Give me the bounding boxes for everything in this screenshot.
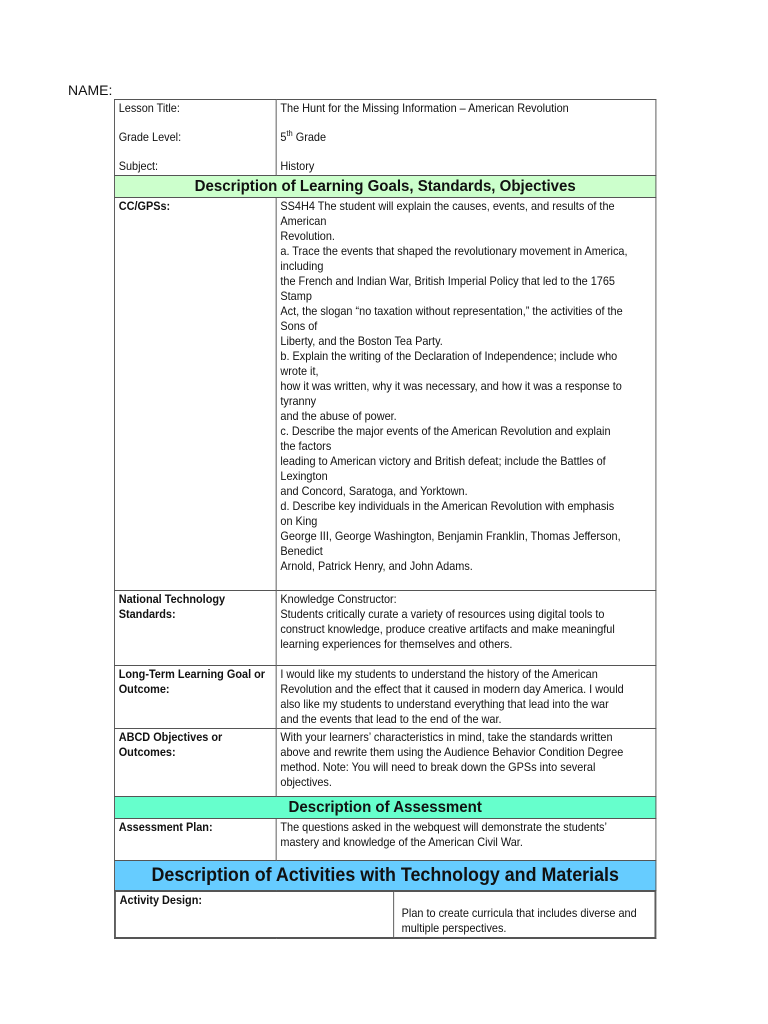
section-header-goals: Description of Learning Goals, Standards, Objectives — [114, 176, 655, 198]
text-line: also like my students to understand everything that lead into the war — [280, 698, 609, 711]
grade-level-value: 5th Grade — [280, 129, 327, 144]
nts-label: National Technology Standards: — [114, 591, 276, 666]
longterm-text — [276, 666, 656, 729]
assessment-row — [114, 819, 655, 861]
text-line: American — [280, 215, 327, 228]
lesson-plan-table — [114, 99, 656, 939]
text-line: Liberty, and the Boston Tea Party. — [280, 335, 443, 348]
text-line: mastery and knowledge of the American Civil War. — [280, 836, 523, 849]
text-line: c. Describe the major events of the American Revolution and explain — [280, 425, 611, 438]
lesson-info-row — [114, 100, 655, 176]
text-line: a. Trace the events that shaped the revolutionary movement in America, — [280, 245, 628, 258]
text-line: SS4H4 The student will explain the causes, events, and results of the — [280, 200, 615, 213]
lesson-info-labels — [114, 100, 276, 176]
text-line: leading to American victory and British defeat; include the Battles of — [280, 455, 606, 468]
text-line: above and rewrite them using the Audience Behavior Condition Degree — [280, 746, 624, 759]
assessment-label: Assessment Plan: — [114, 819, 276, 861]
text-line: wrote it, — [280, 365, 319, 378]
text-line: d. Describe key individuals in the American Revolution with emphasis — [280, 500, 615, 513]
text-line: how it was written, why it was necessary, and how it was a response to — [280, 380, 622, 393]
text-line: Sons of — [280, 320, 318, 333]
text-line: objectives. — [280, 776, 332, 789]
text-line: Lexington — [280, 470, 328, 483]
section-header-activities: Description of Activities with Technology and Materials — [114, 861, 655, 891]
text-line: George III, George Washington, Benjamin Franklin, Thomas Jefferson, — [280, 530, 621, 543]
text-line: The questions asked in the webquest will demonstrate the students’ — [280, 821, 607, 834]
activity-label: Activity Design: — [115, 892, 393, 938]
text-line: including — [280, 260, 324, 273]
text-line: learning experiences for themselves and others. — [280, 638, 513, 651]
lesson-info-values — [276, 100, 656, 176]
activity-row — [114, 891, 655, 939]
text-line: Plan to create curricula that includes diverse and — [401, 907, 637, 920]
text-line: construct knowledge, produce creative artifacts and make meaningful — [280, 623, 615, 636]
longterm-row — [114, 666, 655, 729]
text-line: I would like my students to understand the history of the American — [280, 668, 598, 681]
activity-text — [394, 892, 655, 938]
grade-level-label: Grade Level: — [118, 131, 182, 144]
abcd-row — [114, 729, 655, 797]
text-line: b. Explain the writing of the Declaration of Independence; include who — [280, 350, 618, 363]
text-line: Knowledge Constructor: — [280, 593, 397, 606]
assessment-text — [276, 819, 656, 861]
ccgps-text — [276, 198, 656, 591]
abcd-label: ABCD Objectives or Outcomes: — [114, 729, 276, 797]
text-line: Revolution. — [280, 230, 335, 243]
text-line: Act, the slogan “no taxation without representation,” the activities of the — [280, 305, 623, 318]
text-line: Students critically curate a variety of resources using digital tools to — [280, 608, 605, 621]
subject-label: Subject: — [118, 160, 159, 173]
section-header-assessment: Description of Assessment — [114, 797, 655, 819]
abcd-text — [276, 729, 656, 797]
text-line: Benedict — [280, 545, 323, 558]
longterm-label: Long-Term Learning Goal or Outcome: — [114, 666, 276, 729]
text-line: the French and Indian War, British Imperial Policy that led to the 1765 — [280, 275, 615, 288]
text-line: and Concord, Saratoga, and Yorktown. — [280, 485, 468, 498]
text-line: Revolution and the effect that it caused in modern day America. I would — [280, 683, 624, 696]
ccgps-row — [114, 198, 655, 591]
lesson-title-value: The Hunt for the Missing Information – American Revolution — [280, 102, 569, 115]
text-line: the factors — [280, 440, 332, 453]
lesson-title-label: Lesson Title: — [118, 102, 180, 115]
text-line: With your learners’ characteristics in mind, take the standards written — [280, 731, 613, 744]
activity-cell — [114, 891, 655, 939]
text-line: and the events that lead to the end of the war. — [280, 713, 502, 726]
name-label: NAME: — [68, 82, 113, 98]
nts-row — [114, 591, 655, 666]
text-line: Arnold, Patrick Henry, and John Adams. — [280, 560, 473, 573]
ccgps-label: CC/GPSs: — [114, 198, 276, 591]
nts-text — [276, 591, 656, 666]
text-line: and the abuse of power. — [280, 410, 397, 423]
text-line: multiple perspectives. — [401, 922, 507, 935]
text-line: on King — [280, 515, 318, 528]
subject-value: History — [280, 160, 315, 173]
text-line: method. Note: You will need to break down the GPSs into several — [280, 761, 596, 774]
text-line: Stamp — [280, 290, 312, 303]
text-line: tyranny — [280, 395, 317, 408]
